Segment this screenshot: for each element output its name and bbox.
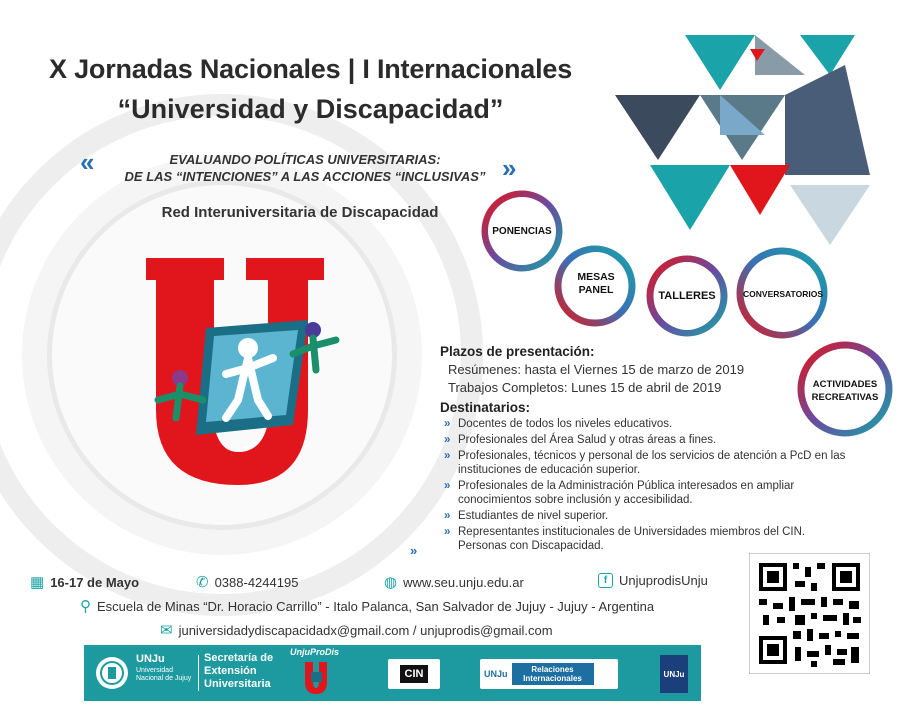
qr-code[interactable] — [749, 553, 870, 674]
subtitle-line1: EVALUANDO POLÍTICAS UNIVERSITARIAS: — [169, 152, 441, 167]
footer-logos — [84, 645, 701, 701]
event-title-line2: “Universidad y Discapacidad” — [117, 94, 504, 124]
prodis-label: UnjuProDis — [290, 647, 340, 657]
dates-text: 16-17 de Mayo — [50, 574, 140, 590]
audience-item: » Profesionales de la Administración Pública interesados en ampliar conocimientos sobre inclusión y accesibilidad. — [440, 479, 840, 507]
event-email[interactable] — [160, 621, 553, 639]
subtitle-line2: DE LAS “INTENCIONES” A LAS ACCIONES “INCLUSIVAS” — [124, 169, 486, 184]
audience-item: » Profesionales del Área Salud y otras áreas a fines. — [440, 433, 870, 447]
decor-chevron: » — [410, 543, 418, 558]
venue-text: Escuela de Minas “Dr. Horacio Carrillo” - Italo Palanca, San Salvador de Jujuy - Jujuy - Argentina — [97, 598, 655, 614]
location-pin-icon: ⚲ — [80, 598, 91, 615]
activity-ponencias: PONENCIAS — [488, 197, 556, 265]
quote-open: « — [80, 147, 95, 177]
cin-text: CIN — [400, 665, 429, 683]
audience-item: » Docentes de todos los niveles educativos. — [440, 417, 870, 431]
activity-talleres: TALLERES — [655, 262, 719, 330]
footer-divider — [198, 655, 199, 691]
relaciones-logo — [480, 659, 618, 689]
quote-close: » — [502, 153, 517, 183]
event-website[interactable] — [384, 573, 524, 591]
event-venue — [80, 597, 654, 615]
deadlines-heading: Plazos de presentación: — [440, 344, 595, 359]
rel-int-text: Relaciones Internacionales — [512, 663, 594, 685]
phone-text: 0388-4244195 — [214, 574, 299, 590]
unju-seal-icon — [94, 655, 130, 691]
u-logo — [118, 250, 348, 500]
cin-logo — [388, 659, 440, 689]
event-subtitle — [105, 151, 505, 185]
info-block — [440, 344, 880, 553]
event-phone — [196, 573, 298, 591]
prodis-u-icon — [302, 660, 330, 696]
event-dates — [30, 573, 139, 591]
activity-mesas-panel: MESAS PANEL — [566, 252, 626, 316]
activity-recreativas: ACTIVIDADES RECREATIVAS — [806, 352, 884, 430]
secretaria-name: Secretaría de Extensión Universitaria — [204, 652, 274, 690]
website-link[interactable]: www.seu.unju.edu.ar — [403, 574, 524, 590]
deadline-abstracts: Resúmenes: hasta el Viernes 15 de marzo de 2019 — [448, 362, 745, 377]
audience-heading: Destinatarios: — [440, 400, 531, 415]
phone-icon: ✆ — [196, 574, 209, 591]
email-link[interactable]: juniversidadydiscapacidadx@gmail.com / unjuprodis@gmail.com — [178, 622, 553, 638]
event-title-line1: X Jornadas Nacionales | I Internacionales — [48, 54, 573, 84]
globe-icon: ◍ — [384, 574, 398, 591]
audience-list — [440, 417, 870, 553]
calendar-icon: ▦ — [30, 574, 45, 591]
unju-short: UNJu — [136, 653, 165, 665]
unju-name: Universidad Nacional de Jujuy — [136, 667, 192, 682]
audience-item: » Estudiantes de nivel superior. — [440, 509, 870, 523]
facebook-link[interactable]: UnjuprodisUnju — [619, 573, 708, 588]
event-facebook[interactable] — [598, 573, 708, 588]
envelope-icon: ✉ — [160, 622, 173, 639]
audience-item: » Profesionales, técnicos y personal de los servicios de atención a PcD en las instituciones de educación superior. — [440, 449, 870, 477]
rel-unju-text: UNJu — [484, 669, 508, 679]
facebook-icon: f — [598, 573, 613, 588]
activity-conversatorios: CONVERSATORIOS — [745, 256, 821, 332]
deadline-full-papers: Trabajos Completos: Lunes 15 de abril de 2019 — [448, 380, 722, 395]
unju-anniversary-badge: UNJu — [660, 655, 688, 693]
audience-item: » Representantes institucionales de Universidades miembros del CIN. Personas con Discapacidad. — [440, 525, 840, 553]
network-name: Red Interuniversitaria de Discapacidad — [161, 204, 439, 221]
